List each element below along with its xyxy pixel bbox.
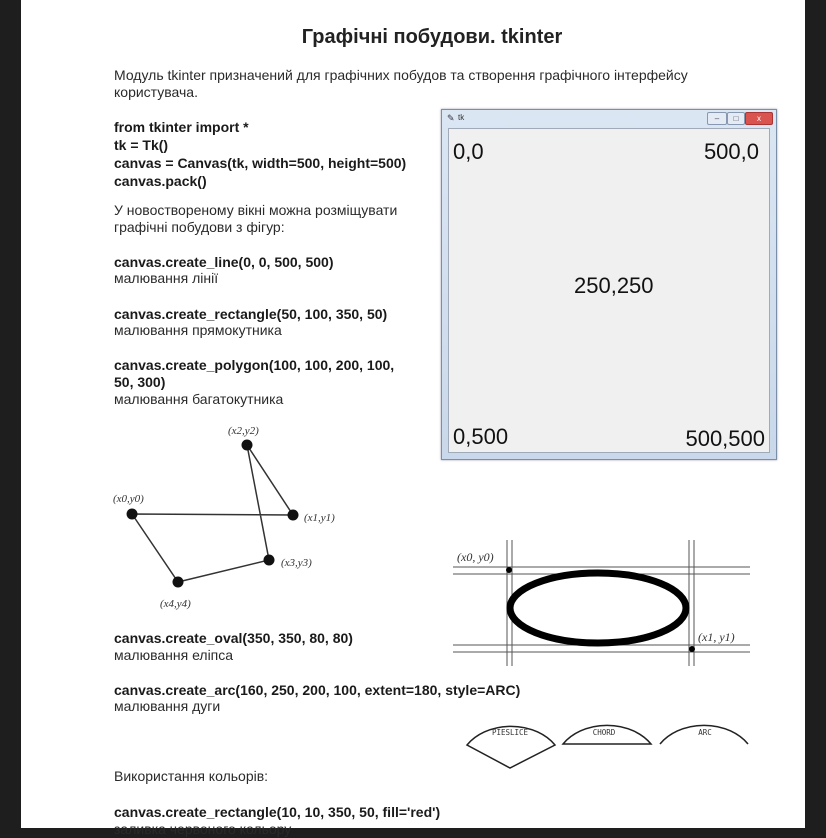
polygon-desc: малювання багатокутника [114, 391, 284, 407]
vertex-p0 [127, 509, 138, 520]
minimize-button[interactable]: – [707, 112, 727, 125]
label-top-left: 0,0 [453, 139, 484, 164]
close-button[interactable]: x [745, 112, 773, 125]
rectangle-code: canvas.create_rectangle(50, 100, 350, 50) [114, 306, 388, 322]
shapes-intro-1: У новоствореному вікні можна розміщувати [114, 202, 398, 218]
intro-line-1: Модуль tkinter призначений для графічних побудов та створення графічного інтерфейсу [114, 67, 688, 83]
rectangle-desc: малювання прямокутника [114, 322, 282, 338]
vertex-p2 [242, 440, 253, 451]
line-code: canvas.create_line(0, 0, 500, 500) [114, 254, 334, 270]
vertex-p3 [264, 555, 275, 566]
pieslice-label: PIESLICE [491, 728, 529, 737]
vertex-p4 [173, 577, 184, 588]
oval-label-p1: (x1, y1) [698, 630, 735, 644]
code-canvas: canvas = Canvas(tk, width=500, height=500) [114, 155, 407, 171]
label-bottom-right: 500,500 [685, 426, 765, 451]
label-top-right: 500,0 [703, 139, 759, 164]
polygon-code-1: canvas.create_polygon(100, 100, 200, 100, [114, 357, 395, 373]
polygon-code-2: 50, 300) [114, 374, 166, 390]
code-pack: canvas.pack() [114, 173, 207, 189]
label-p0: (x0,y0) [113, 493, 144, 505]
oval-shape [510, 573, 686, 643]
shapes-intro-2: графічні побудови з фігур: [114, 219, 285, 235]
label-p1: (x1,y1) [304, 512, 335, 524]
intro-line-2: користувача. [114, 84, 198, 100]
oval-point-1 [689, 646, 695, 652]
arc-desc: малювання дуги [114, 698, 221, 714]
label-bottom-left: 0,500 [453, 424, 509, 449]
label-center: 250,250 [574, 273, 654, 298]
code-import: from tkinter import * [114, 119, 249, 135]
oval-code: canvas.create_oval(350, 350, 80, 80) [114, 630, 353, 646]
page-title: Графічні побудови. tkinter [301, 26, 563, 48]
oval-point-0 [506, 567, 512, 573]
code-tk: tk = Tk() [114, 137, 169, 153]
arc-label: ARC [698, 728, 712, 737]
oval-desc: малювання еліпса [114, 647, 234, 663]
arc-code: canvas.create_arc(160, 250, 200, 100, extent=180, style=ARC) [114, 682, 521, 698]
label-p4: (x4,y4) [160, 598, 191, 610]
line-desc: малювання лінії [114, 270, 219, 286]
vertex-p1 [288, 510, 299, 521]
colors-intro: Використання кольорів: [114, 768, 269, 784]
red-rect-desc: заливка червоного кольору [114, 821, 292, 837]
oval-guides [453, 540, 750, 666]
maximize-button[interactable]: □ [727, 112, 745, 125]
tk-window-title: tk [458, 113, 465, 122]
red-rect-code: canvas.create_rectangle(10, 10, 350, 50, fill='red') [114, 804, 441, 820]
oval-label-p0: (x0, y0) [457, 550, 494, 564]
label-p2: (x2,y2) [228, 425, 259, 437]
feather-icon: ✎ [447, 113, 455, 123]
chord-label: CHORD [592, 728, 616, 737]
label-p3: (x3,y3) [281, 557, 312, 569]
